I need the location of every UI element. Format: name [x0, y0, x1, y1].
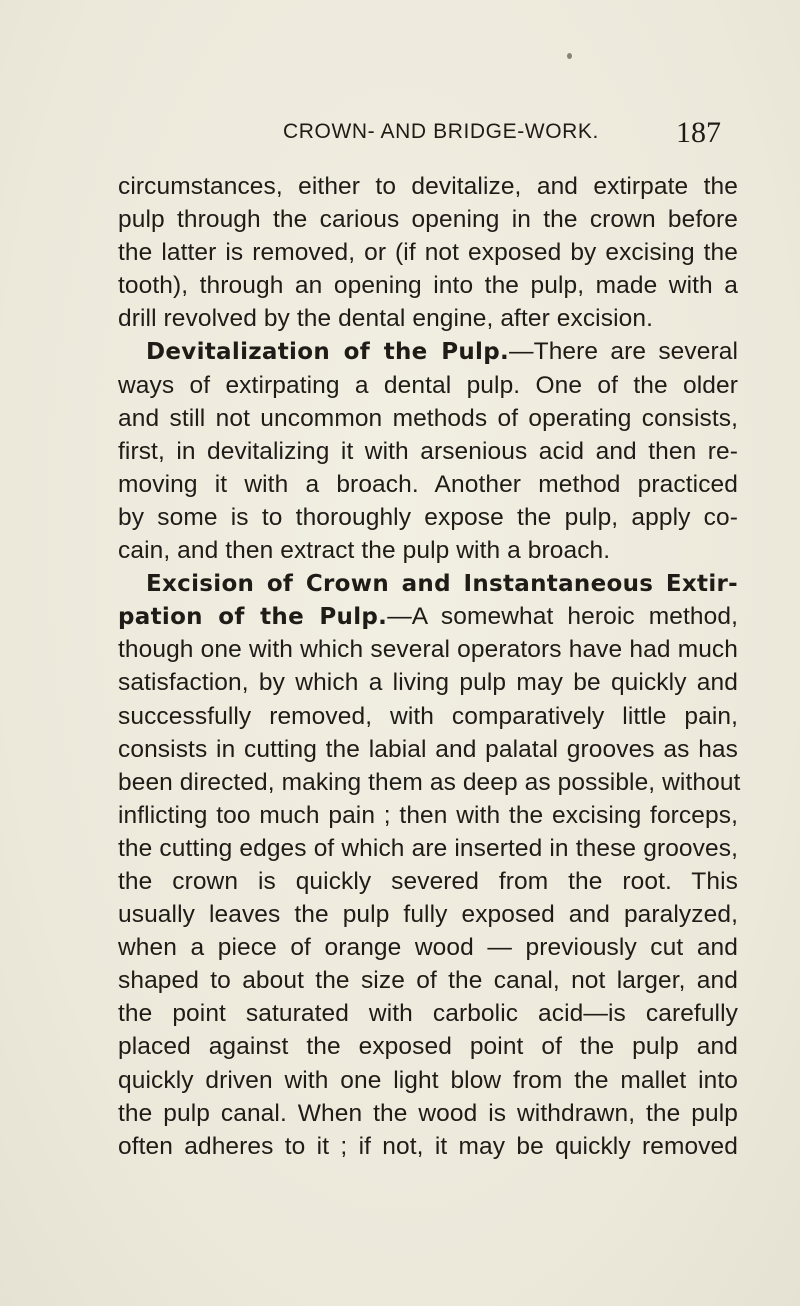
text-line [118, 567, 738, 600]
text-line: the point saturated with carbolic acid—is carefully [118, 1000, 738, 1028]
paper-speck [567, 53, 572, 59]
text-line: moving it with a broach. Another method practiced [118, 470, 738, 498]
section-heading: Excision of Crown and Instantaneous Extir- [146, 571, 738, 598]
text-line: pation of the Pulp.—A somewhat heroic method, [118, 603, 738, 631]
text-line: by some is to thoroughly expose the pulp, apply co- [118, 503, 738, 531]
running-head [0, 116, 800, 156]
text-line: often adheres to it ; if not, it may be quickly removed [118, 1132, 738, 1160]
text-line: the pulp canal. When the wood is withdrawn, the pulp [118, 1099, 738, 1127]
text-line: the latter is removed, or (if not exposed by excising the [118, 239, 738, 267]
running-head-title: CROWN- AND BRIDGE-WORK. [283, 120, 599, 143]
text-line: placed against the exposed point of the pulp and [118, 1033, 738, 1061]
text-line: and still not uncommon methods of operating consists, [118, 404, 738, 432]
body-text [118, 170, 741, 1163]
text-line: cain, and then extract the pulp with a broach. [118, 537, 611, 565]
text-line: quickly driven with one light blow from the mallet into [118, 1066, 738, 1094]
text-line: usually leaves the pulp fully exposed and paralyzed, [118, 901, 738, 929]
page-number: 187 [676, 116, 721, 149]
text-line: shaped to about the size of the canal, not larger, and [118, 967, 738, 995]
section-heading-continued: pation of the Pulp. [118, 604, 388, 631]
text-line: been directed, making them as deep as possible, without [118, 768, 741, 796]
text-line: when a piece of orange wood — previously cut and [118, 934, 738, 962]
text-line: circumstances, either to devitalize, and extirpate the [118, 173, 738, 200]
text-line: pulp through the carious opening in the crown before [118, 206, 738, 234]
text-line: tooth), through an opening into the pulp, made with a [118, 272, 738, 300]
text-line: the cutting edges of which are inserted in these grooves, [118, 834, 738, 862]
text-line: inflicting too much pain ; then with the excising forceps, [118, 801, 738, 829]
text-line: successfully removed, with comparatively little pain, [118, 702, 738, 730]
text-line: ways of extirpating a dental pulp. One of the older [118, 371, 738, 399]
text-line: satisfaction, by which a living pulp may be quickly and [118, 669, 738, 697]
text-line: consists in cutting the labial and palatal grooves as has [118, 735, 738, 763]
text-line: Devitalization of the Pulp.—There are several [146, 338, 738, 366]
section-heading: Devitalization of the Pulp. [146, 339, 510, 366]
text-line: the crown is quickly severed from the root. This [118, 867, 738, 895]
text-line: though one with which several operators have had much [118, 636, 738, 664]
text-line: first, in devitalizing it with arsenious acid and then re- [118, 437, 738, 465]
text-line: drill revolved by the dental engine, after excision. [118, 305, 653, 333]
